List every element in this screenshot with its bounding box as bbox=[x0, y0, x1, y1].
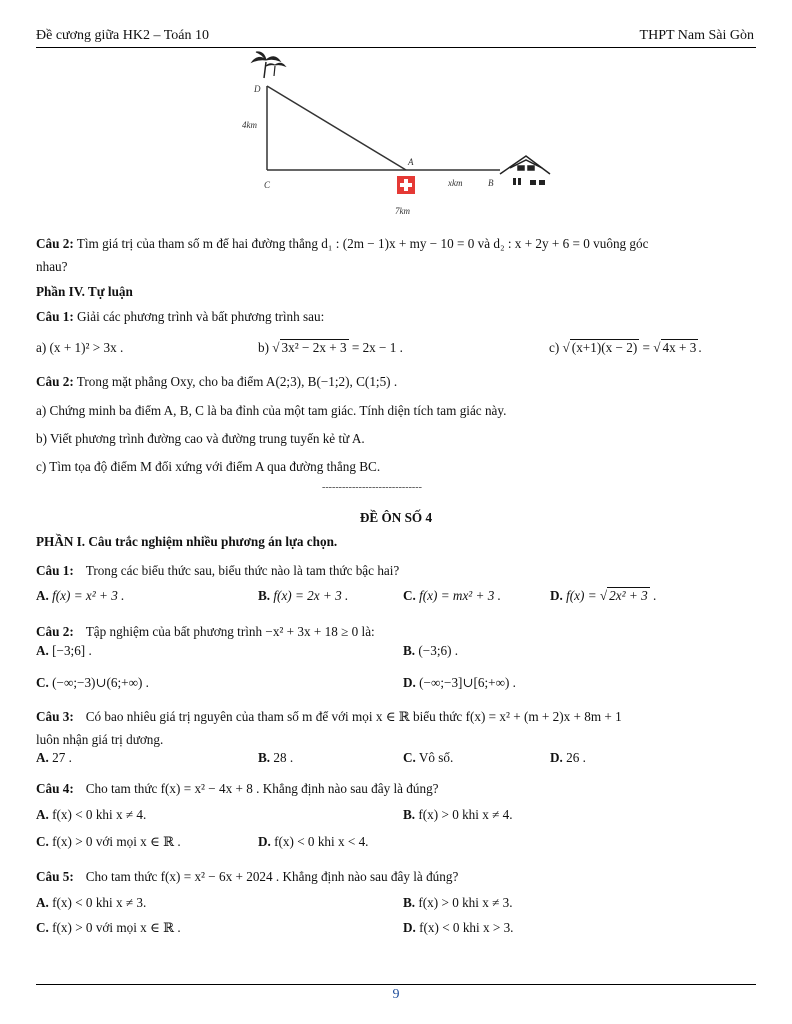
label-b: B bbox=[488, 178, 494, 188]
q1-option-b: B. f(x) = 2x + 3 . bbox=[258, 588, 349, 603]
label-a: A bbox=[408, 157, 414, 167]
q4-option-a: A. f(x) < 0 khi x ≠ 4. bbox=[36, 807, 147, 822]
q4-option-d: D. f(x) < 0 khi x < 4. bbox=[258, 834, 369, 849]
q1-stem: Câu 1: Trong các biểu thức sau, biểu thức nào là tam thức bậc hai? bbox=[36, 563, 400, 578]
hospital-cross-icon bbox=[397, 176, 415, 194]
q5-option-b: B. f(x) > 0 khi x ≠ 3. bbox=[403, 895, 513, 910]
p3-q2-line1: Câu 2: Tìm giá trị của tham số m để hai đường thẳng d₁ : (2m − 1)x + my − 10 = 0 và d₂ : x + 2y + 6 = 0 vuông góc bbox=[36, 236, 649, 251]
q5-option-a: A. f(x) < 0 khi x ≠ 3. bbox=[36, 895, 147, 910]
label-xkm: xkm bbox=[448, 178, 463, 188]
exam4-title: ĐỀ ÔN SỐ 4 bbox=[359, 510, 433, 525]
q5-option-d: D. f(x) < 0 khi x > 3. bbox=[403, 920, 514, 935]
p4-q1b: b) √ 3x² − 2x + 3 = 2x − 1 . bbox=[258, 340, 403, 355]
q3-option-a: A. 27 . bbox=[36, 750, 72, 765]
q3-option-b: B. 28 . bbox=[258, 750, 294, 765]
q2-option-d: D. (−∞;−3]∪[6;+∞) . bbox=[403, 675, 516, 690]
p4-q2b: b) Viết phương trình đường cao và đường trung tuyến kẻ từ A. bbox=[36, 431, 365, 446]
label-4km: 4km bbox=[242, 120, 257, 130]
header-left: Đề cương giữa HK2 – Toán 10 bbox=[36, 28, 209, 43]
p4-q2a: a) Chứng minh ba điểm A, B, C là ba đỉnh của một tam giác. Tính diện tích tam giác này. bbox=[36, 403, 507, 418]
palm-tree-icon bbox=[252, 52, 285, 78]
p4-q1a: a) (x + 1)² > 3x . bbox=[36, 340, 124, 355]
q5-option-c: C. f(x) > 0 với mọi x ∈ ℝ . bbox=[36, 920, 181, 935]
label-d: D bbox=[254, 84, 261, 94]
p3-q2-line2: nhau? bbox=[36, 259, 68, 274]
q1-option-a: A. f(x) = x² + 3 . bbox=[36, 588, 125, 603]
header-rule bbox=[36, 47, 756, 48]
footer-rule bbox=[36, 984, 756, 985]
q2-stem: Câu 2: Tập nghiệm của bất phương trình −x² + 3x + 18 ≥ 0 là: bbox=[36, 624, 375, 639]
p4-q2: Câu 2: Trong mặt phẳng Oxy, cho ba điểm A(2;3), B(−1;2), C(1;5) . bbox=[36, 374, 398, 389]
q1-option-d: D. f(x) = √ 2x² + 3 . bbox=[550, 588, 657, 603]
q4-stem: Câu 4: Cho tam thức f(x) = x² − 4x + 8 . Khẳng định nào sau đây là đúng? bbox=[36, 781, 439, 796]
q5-stem: Câu 5: Cho tam thức f(x) = x² − 6x + 2024 . Khẳng định nào sau đây là đúng? bbox=[36, 869, 459, 884]
page-number: 9 bbox=[392, 987, 400, 1002]
q4-option-c: C. f(x) > 0 với mọi x ∈ ℝ . bbox=[36, 834, 181, 849]
q2-option-c: C. (−∞;−3)∪(6;+∞) . bbox=[36, 675, 149, 690]
exam4-part1: PHẦN I. Câu trắc nghiệm nhiều phương án lựa chọn. bbox=[36, 534, 338, 549]
q1-option-c: C. f(x) = mx² + 3 . bbox=[403, 588, 501, 603]
house-icon bbox=[500, 156, 550, 185]
q3-option-c: C. Vô số. bbox=[403, 750, 454, 765]
separator: ------------------------------ bbox=[322, 482, 422, 493]
p4-q1c: c) √ (x+1)(x − 2) = √ 4x + 3 . bbox=[549, 340, 702, 355]
geometry-figure bbox=[230, 50, 560, 220]
label-7km: 7km bbox=[395, 206, 410, 216]
q4-option-b: B. f(x) > 0 khi x ≠ 4. bbox=[403, 807, 513, 822]
part4-title: Phần IV. Tự luận bbox=[36, 284, 133, 299]
label-c: C bbox=[264, 180, 271, 190]
q3-option-d: D. 26 . bbox=[550, 750, 586, 765]
p4-q2c: c) Tìm tọa độ điểm M đối xứng với điểm A qua đường thẳng BC. bbox=[36, 459, 381, 474]
q3-stem: Câu 3: Có bao nhiêu giá trị nguyên của tham số m để với mọi x ∈ ℝ biểu thức f(x) = x² + (m + 2)x + 8m + 1 bbox=[36, 709, 622, 724]
q3-stem-line2: luôn nhận giá trị dương. bbox=[36, 732, 164, 747]
p4-q1: Câu 1: Giải các phương trình và bất phương trình sau: bbox=[36, 309, 325, 324]
q2-option-a: A. [−3;6] . bbox=[36, 643, 92, 658]
header-right: THPT Nam Sài Gòn bbox=[639, 28, 754, 43]
q2-option-b: B. (−3;6) . bbox=[403, 643, 459, 658]
